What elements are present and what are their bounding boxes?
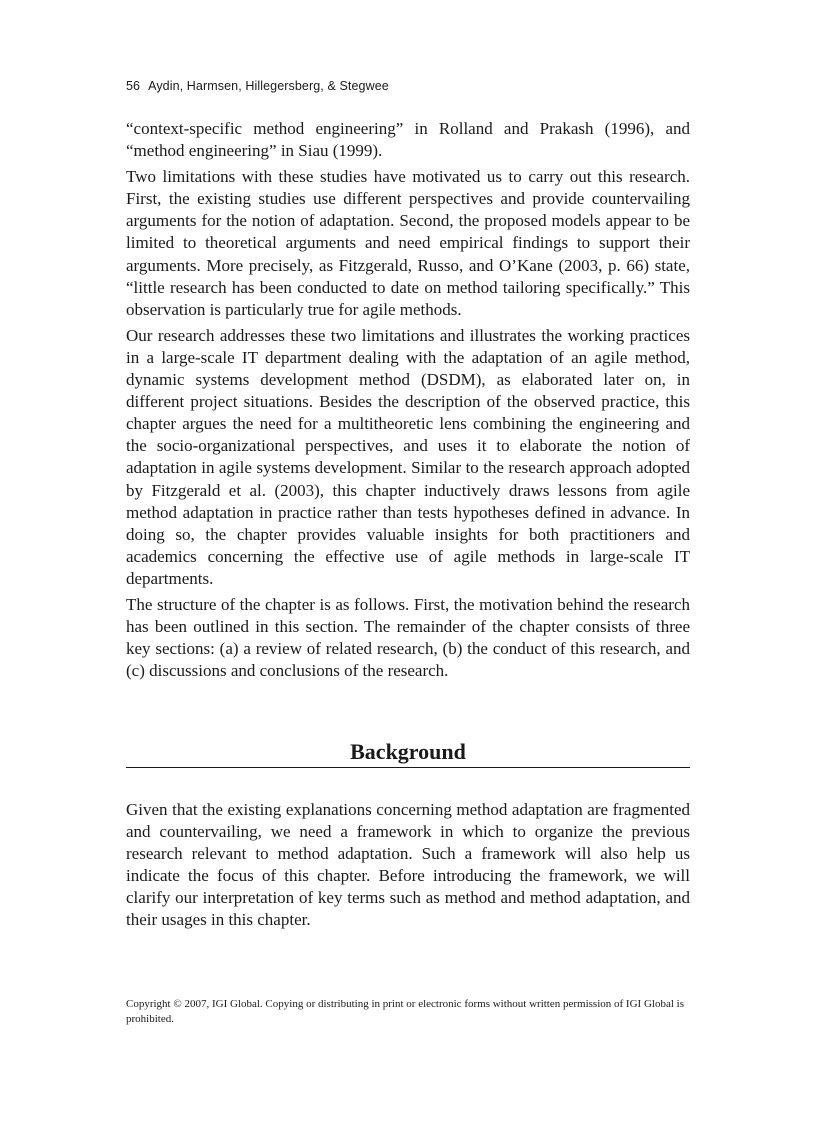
page-number: 56 xyxy=(126,79,141,93)
section-heading-background: Background xyxy=(350,739,466,764)
paragraph-3: Our research addresses these two limitations and illustrates the working practices in a large-scale IT department dealing with the adaptation of an agile method, dynamic systems development method (DSDM), as elaborated later on, in different project situations. Besides the description of the observed practice, this chapter argues the need for a multitheoretic lens combining the engineering and the socio-organizational perspectives, and uses it to elaborate the notion of adaptation in agile systems development. Similar to the research approach adopted by Fitzgerald et al. (2003), this chapter inductively draws lessons from agile method adaptation in practice rather than tests hypotheses defined in advance. In doing so, the chapter provides valuable insights for both practitioners and academics concerning the effective use of agile methods in large-scale IT departments. xyxy=(126,325,690,588)
paragraph-1: “context-specific method engineering” in Rolland and Prakash (1996), and “method engineering” in Siau (1999). xyxy=(126,119,690,161)
background-section-text xyxy=(126,799,690,932)
paragraph-2: Two limitations with these studies have motivated us to carry out this research. First, the existing studies use different perspectives and provide countervailing arguments for the notion of adaptation. Second, the proposed models appear to be limited to theoretical arguments and need empirical findings to support their arguments. More precisely, as Fitzgerald, Russo, and O’Kane (2003, p. 66) state, “little research has been conducted to date on method tailoring specifically.” This observation is particularly true for agile methods. xyxy=(126,167,690,319)
running-header-authors: Aydin, Harmsen, Hillegersberg, & Stegwee xyxy=(148,79,389,93)
section-divider xyxy=(126,767,690,768)
body-text xyxy=(126,118,690,686)
running-header xyxy=(126,79,389,93)
copyright-notice: Copyright © 2007, IGI Global. Copying or distributing in print or electronic forms without written permission of IGI Global is prohibited. xyxy=(126,998,684,1025)
paragraph-4: The structure of the chapter is as follows. First, the motivation behind the research has been outlined in this section. The remainder of the chapter consists of three key sections: (a) a review of related research, (b) the conduct of this research, and (c) discussions and conclusions of the research. xyxy=(126,594,690,681)
background-paragraph: Given that the existing explanations concerning method adaptation are fragmented and countervailing, we need a framework in which to organize the previous research relevant to method adaptation. Such a framework will also help us indicate the focus of this chapter. Before introducing the framework, we will clarify our interpretation of key terms such as method and method adaptation, and their usages in this chapter. xyxy=(126,800,690,930)
